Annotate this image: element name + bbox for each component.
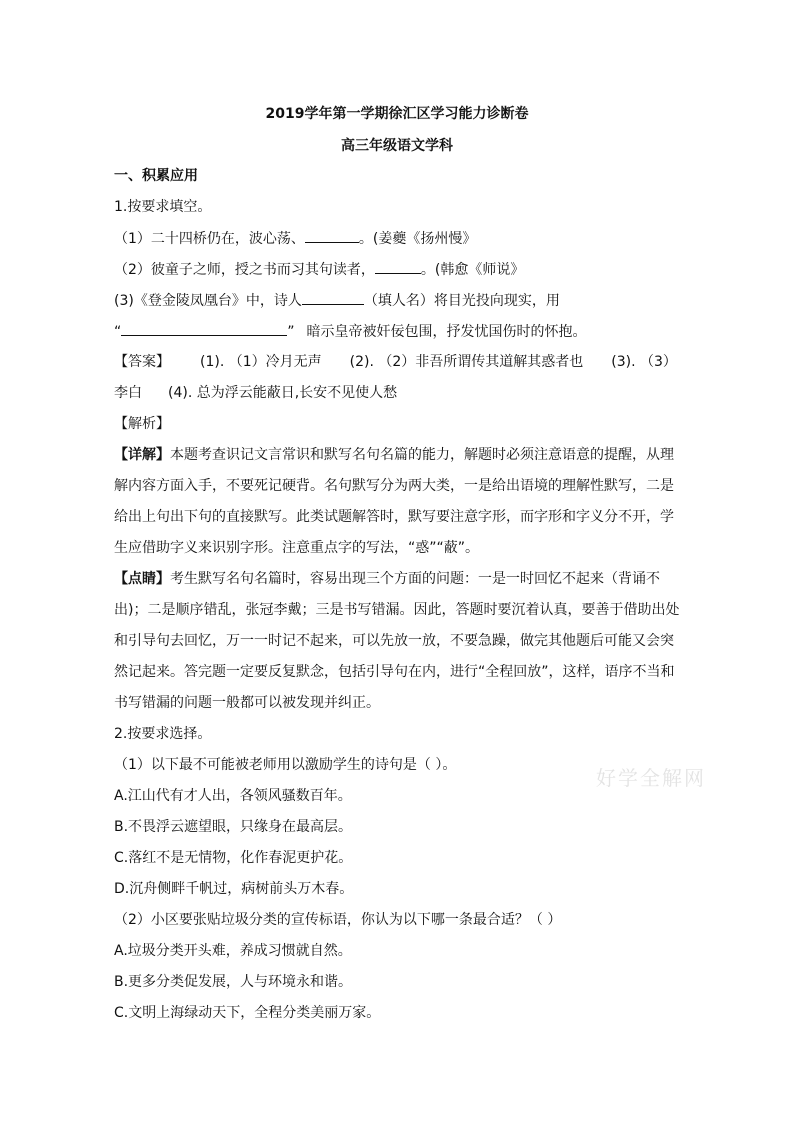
detail-text-1: 本题考查识记文言常识和默写名句名篇的能力，解题时必须注意语意的提醒，从理	[170, 447, 674, 463]
tip-line-3: 和引导句去回忆，万一一时记不起来，可以先放一放，不要急躁，做完其他题后可能又会突	[114, 633, 674, 649]
option-c-1: C.落红不是无情物，化作春泥更护花。	[114, 850, 353, 866]
tip-line-4: 然记起来。答完题一定要反复默念，包括引导句在内，进行“全程回放”，这样，语序不当和	[114, 664, 675, 680]
option-a-1: A.江山代有才人出，各领风骚数百年。	[114, 788, 352, 804]
question-2-sub-1-stem: （1）以下最不可能被老师用以激励学生的诗句是（ ）。	[114, 757, 457, 773]
item-1-suffix: 。(姜夔《扬州慢》	[358, 231, 477, 247]
option-d-1: D.沉舟侧畔千帆过，病树前头万木春。	[114, 881, 354, 897]
answer-3: (3). （3）	[611, 354, 677, 370]
detail-line-3: 给出上句出下句的直接默写。此类试题解答时，默写要注意字形，而字形和字义分不开，学	[114, 509, 674, 525]
answer-3-continued: 李白	[114, 385, 142, 401]
watermark: 好学全解网	[596, 766, 706, 790]
tip-line-1	[114, 569, 660, 589]
close-quote: ”	[287, 324, 295, 340]
answer-1: (1). （1）冷月无声	[200, 354, 322, 370]
blank-2	[375, 259, 421, 274]
question-1-item-3	[114, 290, 560, 311]
open-quote: “	[114, 324, 122, 340]
tip-text-1: 考生默写名句名篇时，容易出现三个方面的问题：一是一时回忆不起来（背诵不	[170, 571, 660, 587]
tip-line-2: 出)；二是顺序错乱，张冠李戴；三是书写错漏。因此，答题时要沉着认真，要善于借助出处	[114, 602, 680, 618]
question-1-stem: 1.按要求填空。	[114, 199, 212, 215]
blank-1	[305, 228, 359, 243]
option-b-1: B.不畏浮云遮望眼，只缘身在最高层。	[114, 819, 353, 835]
detail-line-4: 生应借助字义来识别字形。注意重点字的写法，“惑”“蔽”。	[114, 540, 480, 556]
item-3b-suffix: 暗示皇帝被奸佞包围，抒发忧国伤时的怀抱。	[306, 324, 587, 340]
analysis-label: 【解析】	[114, 416, 170, 432]
tip-line-5: 书写错漏的问题一般都可以被发现并纠正。	[114, 695, 380, 711]
question-1-item-1	[114, 228, 476, 249]
question-1-item-3-continued	[114, 321, 587, 342]
answer-2: (2). （2）非吾所谓传其道解其惑者也	[349, 354, 584, 370]
question-2-stem: 2.按要求选择。	[114, 726, 212, 742]
item-1-prefix: （1）二十四桥仍在，波心荡、	[114, 231, 305, 247]
blank-4	[121, 321, 287, 336]
item-3-suffix: （填人名）将目光投向现实，用	[363, 293, 560, 309]
detail-line-1	[114, 445, 674, 465]
blank-3	[302, 290, 364, 305]
option-c-2: C.文明上海绿动天下，全程分类美丽万家。	[114, 1005, 381, 1021]
exam-subtitle: 高三年级语文学科	[341, 138, 453, 154]
answer-4: (4). 总为浮云能蔽日,长安不见使人愁	[168, 385, 398, 401]
answer-line-2	[114, 383, 397, 403]
exam-title: 2019学年第一学期徐汇区学习能力诊断卷	[265, 106, 529, 122]
detail-label: 【详解】	[114, 447, 170, 463]
item-2-prefix: （2）彼童子之师，授之书而习其句读者，	[114, 262, 375, 278]
section-heading: 一、积累应用	[114, 168, 198, 184]
question-1-item-2	[114, 259, 524, 280]
answer-label: 【答案】	[114, 354, 170, 370]
answer-line	[114, 352, 677, 372]
option-b-2: B.更多分类促发展，人与环境永和谐。	[114, 974, 353, 990]
question-2-sub-2-stem: （2）小区要张贴垃圾分类的宣传标语，你认为以下哪一条最合适？（ ）	[114, 912, 562, 928]
item-2-suffix: 。(韩愈《师说》	[420, 262, 525, 278]
tip-label: 【点睛】	[114, 571, 170, 587]
detail-line-2: 解内容方面入手，不要死记硬背。名句默写分为两大类，一是给出语境的理解性默写，二是	[114, 478, 674, 494]
item-3-prefix: (3)《登金陵凤凰台》中，诗人	[114, 293, 302, 309]
option-a-2: A.垃圾分类开头难，养成习惯就自然。	[114, 943, 352, 959]
